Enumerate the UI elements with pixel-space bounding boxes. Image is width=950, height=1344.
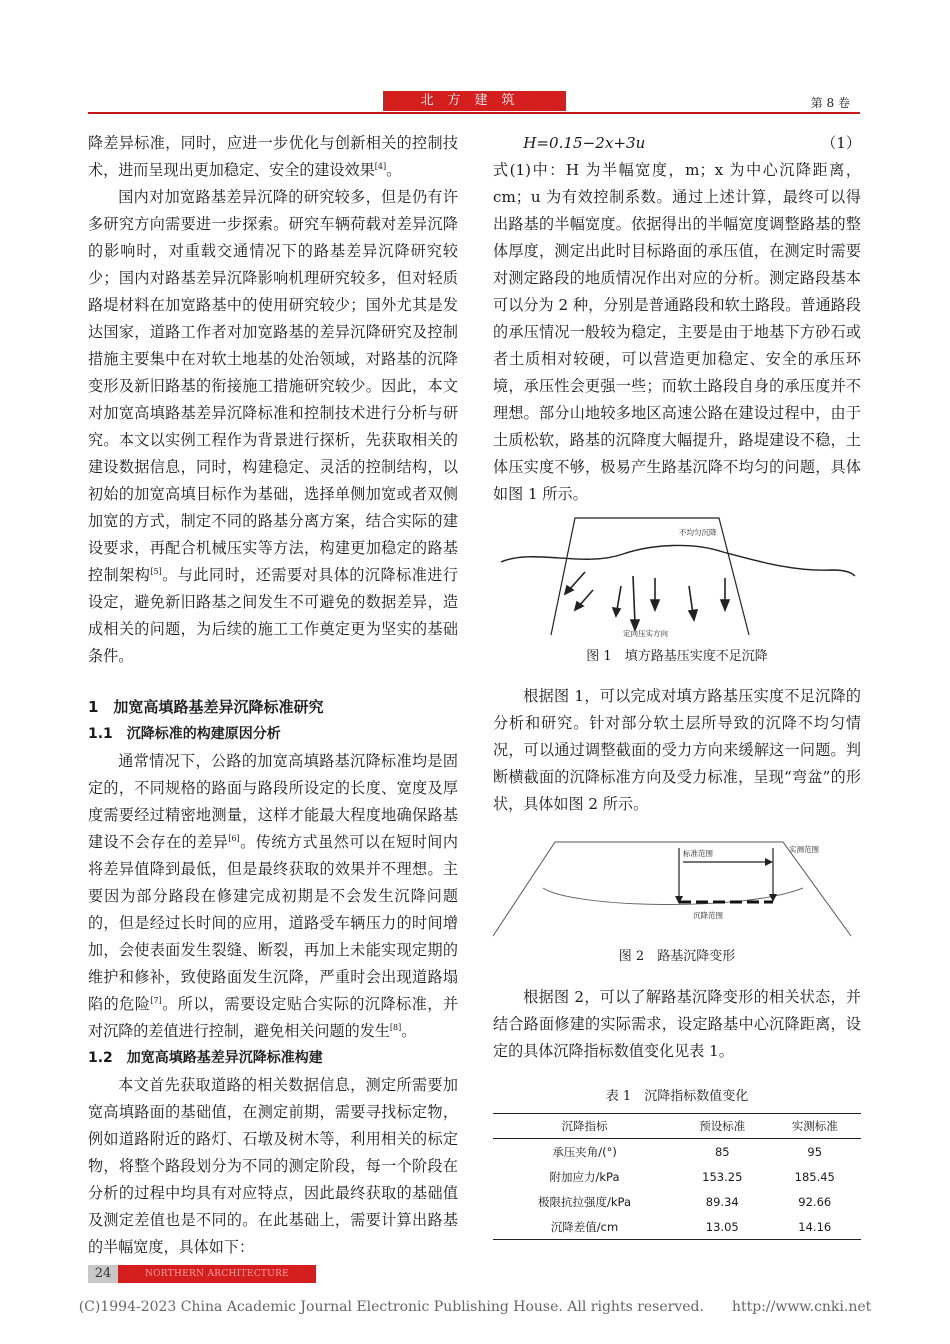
road-trapezoid [493, 842, 851, 936]
table-cell: 沉降差值/cm [493, 1214, 676, 1240]
volume-label: 第 8 卷 [810, 96, 850, 110]
table-cell: 14.16 [769, 1214, 862, 1240]
table-cell: 13.05 [676, 1214, 768, 1240]
uneven-settlement-label: 不均匀沉降 [679, 528, 717, 537]
table-cell: 极限抗拉强度/kPa [538, 1194, 632, 1209]
table-cell: 185.45 [794, 1169, 835, 1184]
table-1-caption: 表 1 沉降指标数值变化 [605, 1089, 749, 1104]
figure-1-caption: 图 1 填方路基压实度不足沉降 [586, 649, 768, 664]
page-number: 24 [88, 1265, 118, 1283]
measured-range-label: 实测范围 [789, 845, 819, 854]
paragraph-1: 降差异标准，同时，应进一步优化与创新相关的控制技术，进而呈现出更加稳定、安全的建设效果[4]。 [88, 134, 458, 179]
table-cell: 95 [807, 1144, 823, 1159]
paragraph-6: 根据图 1，可以完成对填方路基压实度不足沉降的分析和研究。针对部分软土层所导致的沉降不均匀情况，可以通过调整截面的受力方向来缓解这一问题。判断横截面的沉降标准方向及受力标准，呈现“弯盆”的形状，具体如图 2 所示。 [493, 687, 861, 813]
table-row [493, 1189, 861, 1214]
figure-1 [493, 510, 861, 645]
journal-header-band: 北方建筑 [383, 91, 566, 111]
table-cell: 92.66 [798, 1194, 832, 1209]
footer-journal-band: NORTHERN ARCHITECTURE [118, 1265, 316, 1283]
table-cell: 85 [714, 1144, 730, 1159]
section-heading-1-2: 1.2 加宽高填路基差异沉降标准构建 [88, 1050, 323, 1066]
header-rule [88, 112, 860, 114]
right-column-top [493, 130, 861, 508]
table-header-cell: 实测标准 [769, 1114, 862, 1139]
section-heading-1: 1 加宽高填路基差异沉降标准研究 [88, 698, 324, 716]
paragraph-2: 国内对加宽路基差异沉降的研究较多，但是仍有许多研究方向需要进一步探索。研究车辆荷载对差异沉降的影响时，对重载交通情况下的路基差异沉降研究较少；国内对路基差异沉降影响机理研究较多，但对轻质路堤材料在加宽路基中的使用研究较少；国外尤其是发达国家，道路工作者对加宽路基的差异沉降研究及控制措施主要集中在对软土地基的处治领域，对路基的沉降变形及新旧路基的衔接施工措施研究较少。因此，本文对加宽高填路基差异沉降标准和控制技术进行分析与研究。本文以实例工程作为背景进行探析，先获取相关的建设数据信息，同时，构建稳定、灵活的控制结构，以初始的加宽高填目标作为基础，选择单侧加宽或者双侧加宽的方式，制定不同的路基分离方案，结合实际的建设要求，再配合机械压实等方法，构建更加稳定的路基控制架构[5]。与此同时，还需要对具体的沉降标准进行设定，避免新旧路基之间发生不可避免的数据差异，造成相关的问题，为后续的施工工作奠定更为坚实的基础条件。 [88, 188, 458, 665]
table-1 [493, 1113, 861, 1240]
table-header-cell: 预设标准 [676, 1114, 768, 1139]
table-cell: 89.34 [705, 1194, 739, 1209]
section-heading-1-1: 1.1 沉降标准的构建原因分析 [88, 726, 281, 742]
paragraph-5: 式(1)中：H 为半幅宽度，m；x 为中心沉降距离，cm；u 为有效控制系数。通过上述计算，最终可以得出路基的半幅宽度。依据得出的半幅宽度调整路基的整体厚度，测定出此时目标路面的承压值，在测定时需要对测定路段的地质情况作出对应的分析。测定路段基本可以分为 2 种，分别是普通路段和软土路段。普通路段的承压情况一般较为稳定，主要是由于地基下方砂石或者土质相对较硬，可以营造更加稳定、安全的承压环境，承压性会更强一些；而软土路段自身的承压度并不理想。部分山地较多地区高速公路在建设过程中，由于土质松软，路基的沉降度大幅提升，路堤建设不稳，土体压实度不够，极易产生路基沉降不均匀的问题，具体如图 1 所示。 [493, 161, 861, 503]
table-cell: 153.25 [702, 1169, 743, 1184]
compaction-direction-label: 定向压实方向 [623, 629, 668, 638]
figure-2-caption: 图 2 路基沉降变形 [618, 949, 736, 964]
settlement-curve [501, 545, 855, 576]
left-column [88, 130, 458, 1261]
figure-2 [493, 830, 861, 938]
figure-1-drawing [493, 510, 861, 645]
paragraph-4: 本文首先获取道路的相关数据信息，测定所需要加宽高填路面的基础值，在测定前期，需要寻找标定物，例如道路附近的路灯、石墩及树木等，利用相关的标定物，将整个路段划分为不同的测定阶段，每一个阶段在分析的过程中均具有对应特点，因此最终获取的基础值及测定差值也是不同的。在此基础上，需要计算出路基的半幅宽度，具体如下： [88, 1076, 458, 1256]
equation-1: H=0.15−2x+3u （1） [523, 134, 861, 152]
paragraph-3: 通常情况下，公路的加宽高填路基沉降标准均是固定的，不同规格的路面与路段所设定的长度、宽度及厚度需要经过精密地测量，这样才能最大程度地确保路基建设不会存在的差异[6]。传统方式虽然可以在短时间内将差异值降到最低，但是最终获取的效果并不理想。主要因为部分路段在修建完成初期是不会发生沉降问题的，但是经过长时间的应用，道路受车辆压力的时间增加，会使表面发生裂缝、断裂，再加上未能实现定期的维护和修补，致使路面发生沉降，严重时会出现道路塌陷的危险[7]。所以，需要设定贴合实际的沉降标准，并对沉降的差值进行控制，避免相关问题的发生[8]。 [88, 752, 458, 1040]
table-header-cell: 沉降指标 [493, 1114, 676, 1139]
table-header-row [493, 1114, 861, 1139]
figure-2-drawing [493, 830, 861, 938]
table-cell: 承压夹角/(°) [552, 1144, 617, 1159]
standard-range-label: 标准范围 [683, 849, 713, 858]
table-cell: 附加应力/kPa [549, 1169, 620, 1184]
paragraph-7: 根据图 2，可以了解路基沉降变形的相关状态，并结合路面修建的实际需求，设定路基中心沉降距离，设定的具体沉降指标数值变化见表 1。 [493, 988, 861, 1060]
compaction-arrows [565, 572, 729, 630]
table-row [493, 1139, 861, 1165]
settlement-range-label: 沉降范围 [693, 911, 723, 920]
table-row [493, 1164, 861, 1189]
table-row [493, 1214, 861, 1240]
copyright-line: (C)1994-2023 China Academic Journal Electronic Publishing House. All rights reserved. http://www.cnki.net [78, 1299, 872, 1315]
